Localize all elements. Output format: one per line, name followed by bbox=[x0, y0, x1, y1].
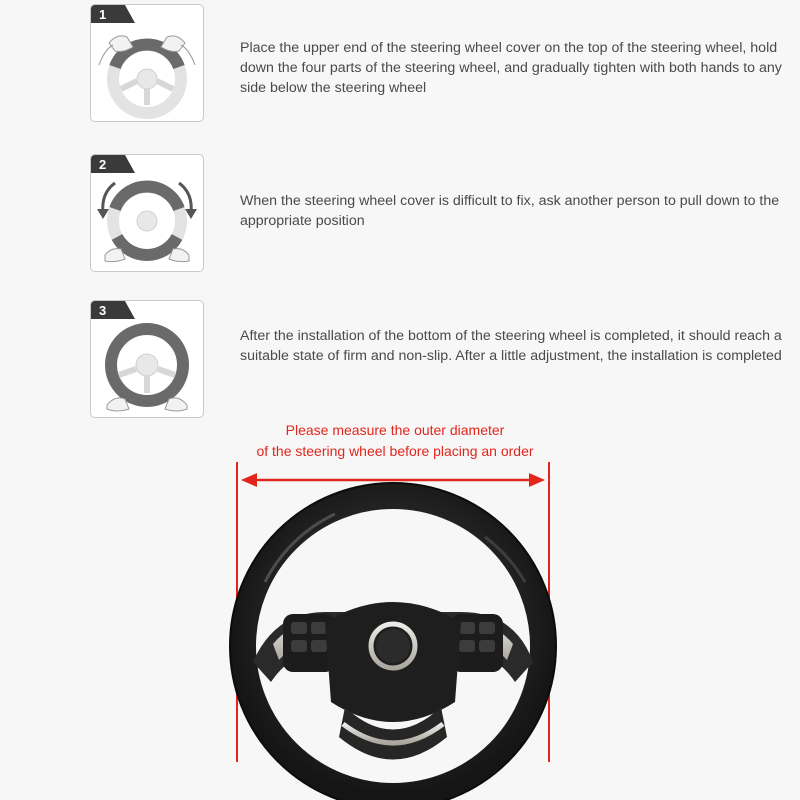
measure-caption bbox=[205, 420, 585, 462]
step-2-illustration bbox=[90, 154, 204, 272]
measure-caption-line-2: of the steering wheel before placing an order bbox=[256, 443, 534, 459]
step-1-text: Place the upper end of the steering wheel cover on the top of the steering wheel, hold down the four parts of the steering wheel, and gradually tighten with both hands to any side below the steering wheel bbox=[240, 40, 782, 96]
step-2-badge: 2 bbox=[99, 157, 107, 172]
measure-caption-line-1: Please measure the outer diameter bbox=[285, 422, 505, 438]
step-1-badge: 1 bbox=[99, 7, 107, 22]
measure-arrow-right-head bbox=[529, 473, 545, 487]
step-2-text: When the steering wheel cover is difficult to fix, ask another person to pull down to the appropriate position bbox=[240, 193, 780, 229]
step-3-text: After the installation of the bottom of the steering wheel is completed, it should reach a suitable state of firm and non-slip. After a little adjustment, the installation is completed bbox=[240, 328, 782, 364]
step-3-illustration bbox=[90, 300, 204, 418]
step-1-illustration bbox=[90, 4, 204, 122]
steering-wheel-photo bbox=[215, 462, 575, 800]
step-3-badge: 3 bbox=[99, 303, 107, 318]
measure-arrow-left-head bbox=[241, 473, 257, 487]
step-1-wheel-icon bbox=[91, 5, 203, 121]
step-3-wheel-icon bbox=[91, 301, 203, 417]
step-2-wheel-icon bbox=[91, 155, 203, 271]
